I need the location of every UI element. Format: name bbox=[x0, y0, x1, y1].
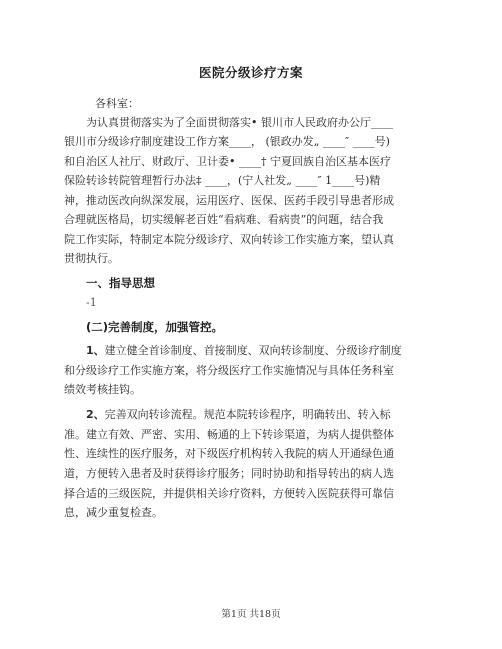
item-2-line-1 bbox=[86, 408, 444, 422]
intro-line-2: 银川市分级诊疗制度建设工作方案____， (银政办发„ ____″ ____号) bbox=[64, 135, 390, 148]
item-1-text: 建立健全首诊制度、首接制度、双向转诊制度、分级诊疗制度 bbox=[104, 344, 402, 357]
item-1-number: 1、 bbox=[86, 344, 105, 357]
item-2-line-2: 准。建立有效、严密、实用、畅通的上下转诊渠道，为病人提供整体 bbox=[64, 428, 394, 441]
item-2-text: 完善双向转诊流程。规范本院转诊程序，明确转出、转入标 bbox=[104, 408, 391, 421]
section-heading-guiding-ideology: 一、指导思想 bbox=[86, 276, 155, 290]
item-2-number: 2、 bbox=[86, 408, 105, 421]
item-1-line-2: 和分级诊疗工作实施方案，将分级医疗工作实施情况与具体任务科室 bbox=[64, 364, 394, 377]
section-note: -1 bbox=[86, 296, 97, 309]
intro-line-1: 为认真贯彻落实为了全面贯彻落实• 银川市人民政府办公厅____ bbox=[86, 116, 393, 129]
intro-line-5: 神，推动医改向纵深发展，运用医疗、医保、医药手段引导患者形成 bbox=[64, 194, 394, 207]
intro-line-3: 和自治区人社厅、财政厅、卫计委• ____† 宁夏回族自治区基本医疗 bbox=[64, 155, 391, 168]
item-2-line-4: 道，方便转入患者及时获得诊疗服务；同时协助和指导转出的病人选 bbox=[64, 467, 394, 480]
greeting-line: 各科室： bbox=[95, 97, 139, 110]
item-1-line-1 bbox=[86, 344, 444, 358]
intro-line-8: 贯彻执行。 bbox=[64, 252, 119, 265]
item-2-line-3: 性、连续性的医疗服务，对下级医疗机构转入我院的病人开通绿色通 bbox=[64, 447, 394, 460]
page-footer: 第1页 共18页 bbox=[221, 609, 281, 620]
intro-line-4: 保险转诊转院管理暂行办法‡ ____，(宁人社发„ ____″ 1____号)精 bbox=[64, 174, 381, 187]
document-title: 医院分级诊疗方案 bbox=[198, 65, 303, 80]
section-heading-improve-system: (二)完善制度，加强管控。 bbox=[86, 320, 224, 334]
item-1-line-3: 绩效考核挂钩。 bbox=[64, 383, 141, 396]
intro-line-6: 合理就医格局，切实缓解老百姓“看病难、看病贵”的问题，结合我 bbox=[64, 213, 384, 226]
item-2-line-5: 择合适的三级医院，并提供相关诊疗资料，方便转入医院获得可靠信 bbox=[64, 487, 394, 500]
intro-line-7: 院工作实际，特制定本院分级诊疗、双向转诊工作实施方案，望认真 bbox=[64, 233, 394, 246]
item-2-line-6: 息，减少重复检查。 bbox=[64, 506, 163, 519]
